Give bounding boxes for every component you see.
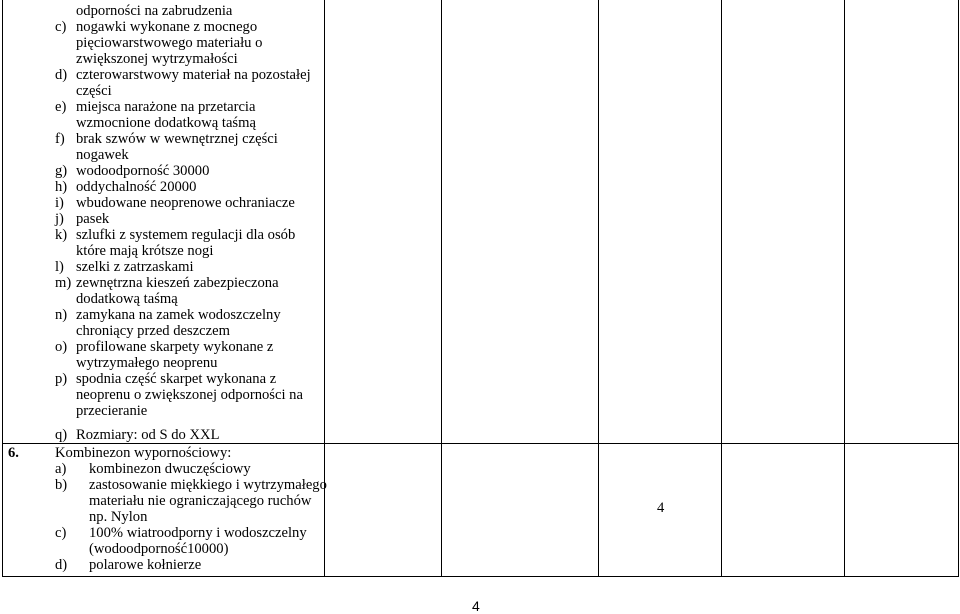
list-item-text: np. Nylon	[89, 509, 148, 525]
list-item-letter: j)	[55, 211, 64, 227]
list-item-text: wodoodporność 30000	[76, 163, 210, 179]
continuation-first-line: odporności na zabrudzenia	[76, 3, 233, 19]
list-item-letter: i)	[55, 195, 64, 211]
list-item-text: szlufki z systemem regulacji dla osób	[76, 227, 296, 243]
section-number: 6.	[8, 445, 19, 461]
list-item-text: kombinezon dwuczęściowy	[89, 461, 251, 477]
column-divider	[721, 0, 722, 577]
list-item-text: Rozmiary: od S do XXL	[76, 427, 220, 443]
list-item-text: które mają krótsze nogi	[76, 243, 214, 259]
list-item-text: pięciowarstwowego materiału o	[76, 35, 263, 51]
list-item-text: neoprenu o zwiększonej odporności na	[76, 387, 303, 403]
column-divider	[598, 0, 599, 577]
list-item-text: przecieranie	[76, 403, 148, 419]
list-item-text: 100% wiatroodporny i wodoszczelny	[89, 525, 307, 541]
list-item-text: zamykana na zamek wodoszczelny	[76, 307, 281, 323]
list-item-text: szelki z zatrzaskami	[76, 259, 194, 275]
list-item-letter: o)	[55, 339, 68, 355]
continuation-spec-cell	[2, 0, 324, 443]
list-item-letter: l)	[55, 259, 64, 275]
list-item-text: nogawki wykonane z mocnego	[76, 19, 258, 35]
list-item-text: zastosowanie miękkiego i wytrzymałego	[89, 477, 327, 493]
list-item-text: oddychalność 20000	[76, 179, 197, 195]
page-number: 4	[472, 598, 480, 614]
list-item-letter: c)	[55, 525, 67, 541]
list-item-text: brak szwów w wewnętrznej części	[76, 131, 278, 147]
list-item-letter: q)	[55, 427, 68, 443]
column-divider	[844, 0, 845, 577]
list-item-text: dodatkową taśmą	[76, 291, 178, 307]
list-item-letter: b)	[55, 477, 68, 493]
list-item-text: wzmocnione dodatkową taśmą	[76, 115, 256, 131]
list-item-text: pasek	[76, 211, 110, 227]
list-item-letter: g)	[55, 163, 68, 179]
list-item-letter: k)	[55, 227, 68, 243]
list-item-text: chroniący przed deszczem	[76, 323, 230, 339]
table-border-right	[958, 0, 959, 577]
list-item-letter: d)	[55, 67, 68, 83]
list-item-letter: e)	[55, 99, 67, 115]
list-item-text: materiału nie ograniczającego ruchów	[89, 493, 312, 509]
list-item-text: spodnia część skarpet wykonana z	[76, 371, 277, 387]
list-item-text: czterowarstwowy materiał na pozostałej	[76, 67, 311, 83]
list-item-letter: m)	[55, 275, 72, 291]
list-item-text: zwiększonej wytrzymałości	[76, 51, 238, 67]
list-item-text: części	[76, 83, 112, 99]
list-item-text: profilowane skarpety wykonane z	[76, 339, 274, 355]
list-item-letter: d)	[55, 557, 68, 573]
list-item-text: miejsca narażone na przetarcia	[76, 99, 256, 115]
list-item-text: (wodoodporność10000)	[89, 541, 229, 557]
list-item-text: zewnętrzna kieszeń zabezpieczona	[76, 275, 279, 291]
list-item-letter: h)	[55, 179, 68, 195]
list-item-letter: p)	[55, 371, 68, 387]
section-6-spec-cell	[2, 443, 327, 576]
table-border-bottom	[2, 576, 959, 577]
list-item-text: polarowe kołnierze	[89, 557, 202, 573]
spec-table	[2, 0, 959, 577]
column-divider	[441, 0, 442, 577]
list-item-letter: n)	[55, 307, 68, 323]
list-item-text: wytrzymałego neoprenu	[76, 355, 218, 371]
list-item-letter: c)	[55, 19, 67, 35]
list-item-letter: a)	[55, 461, 67, 477]
quantity-value: 4	[657, 500, 665, 516]
list-item-text: nogawek	[76, 147, 129, 163]
section-title: Kombinezon wypornościowy:	[55, 445, 232, 461]
list-item-text: wbudowane neoprenowe ochraniacze	[76, 195, 295, 211]
list-item-letter: f)	[55, 131, 65, 147]
